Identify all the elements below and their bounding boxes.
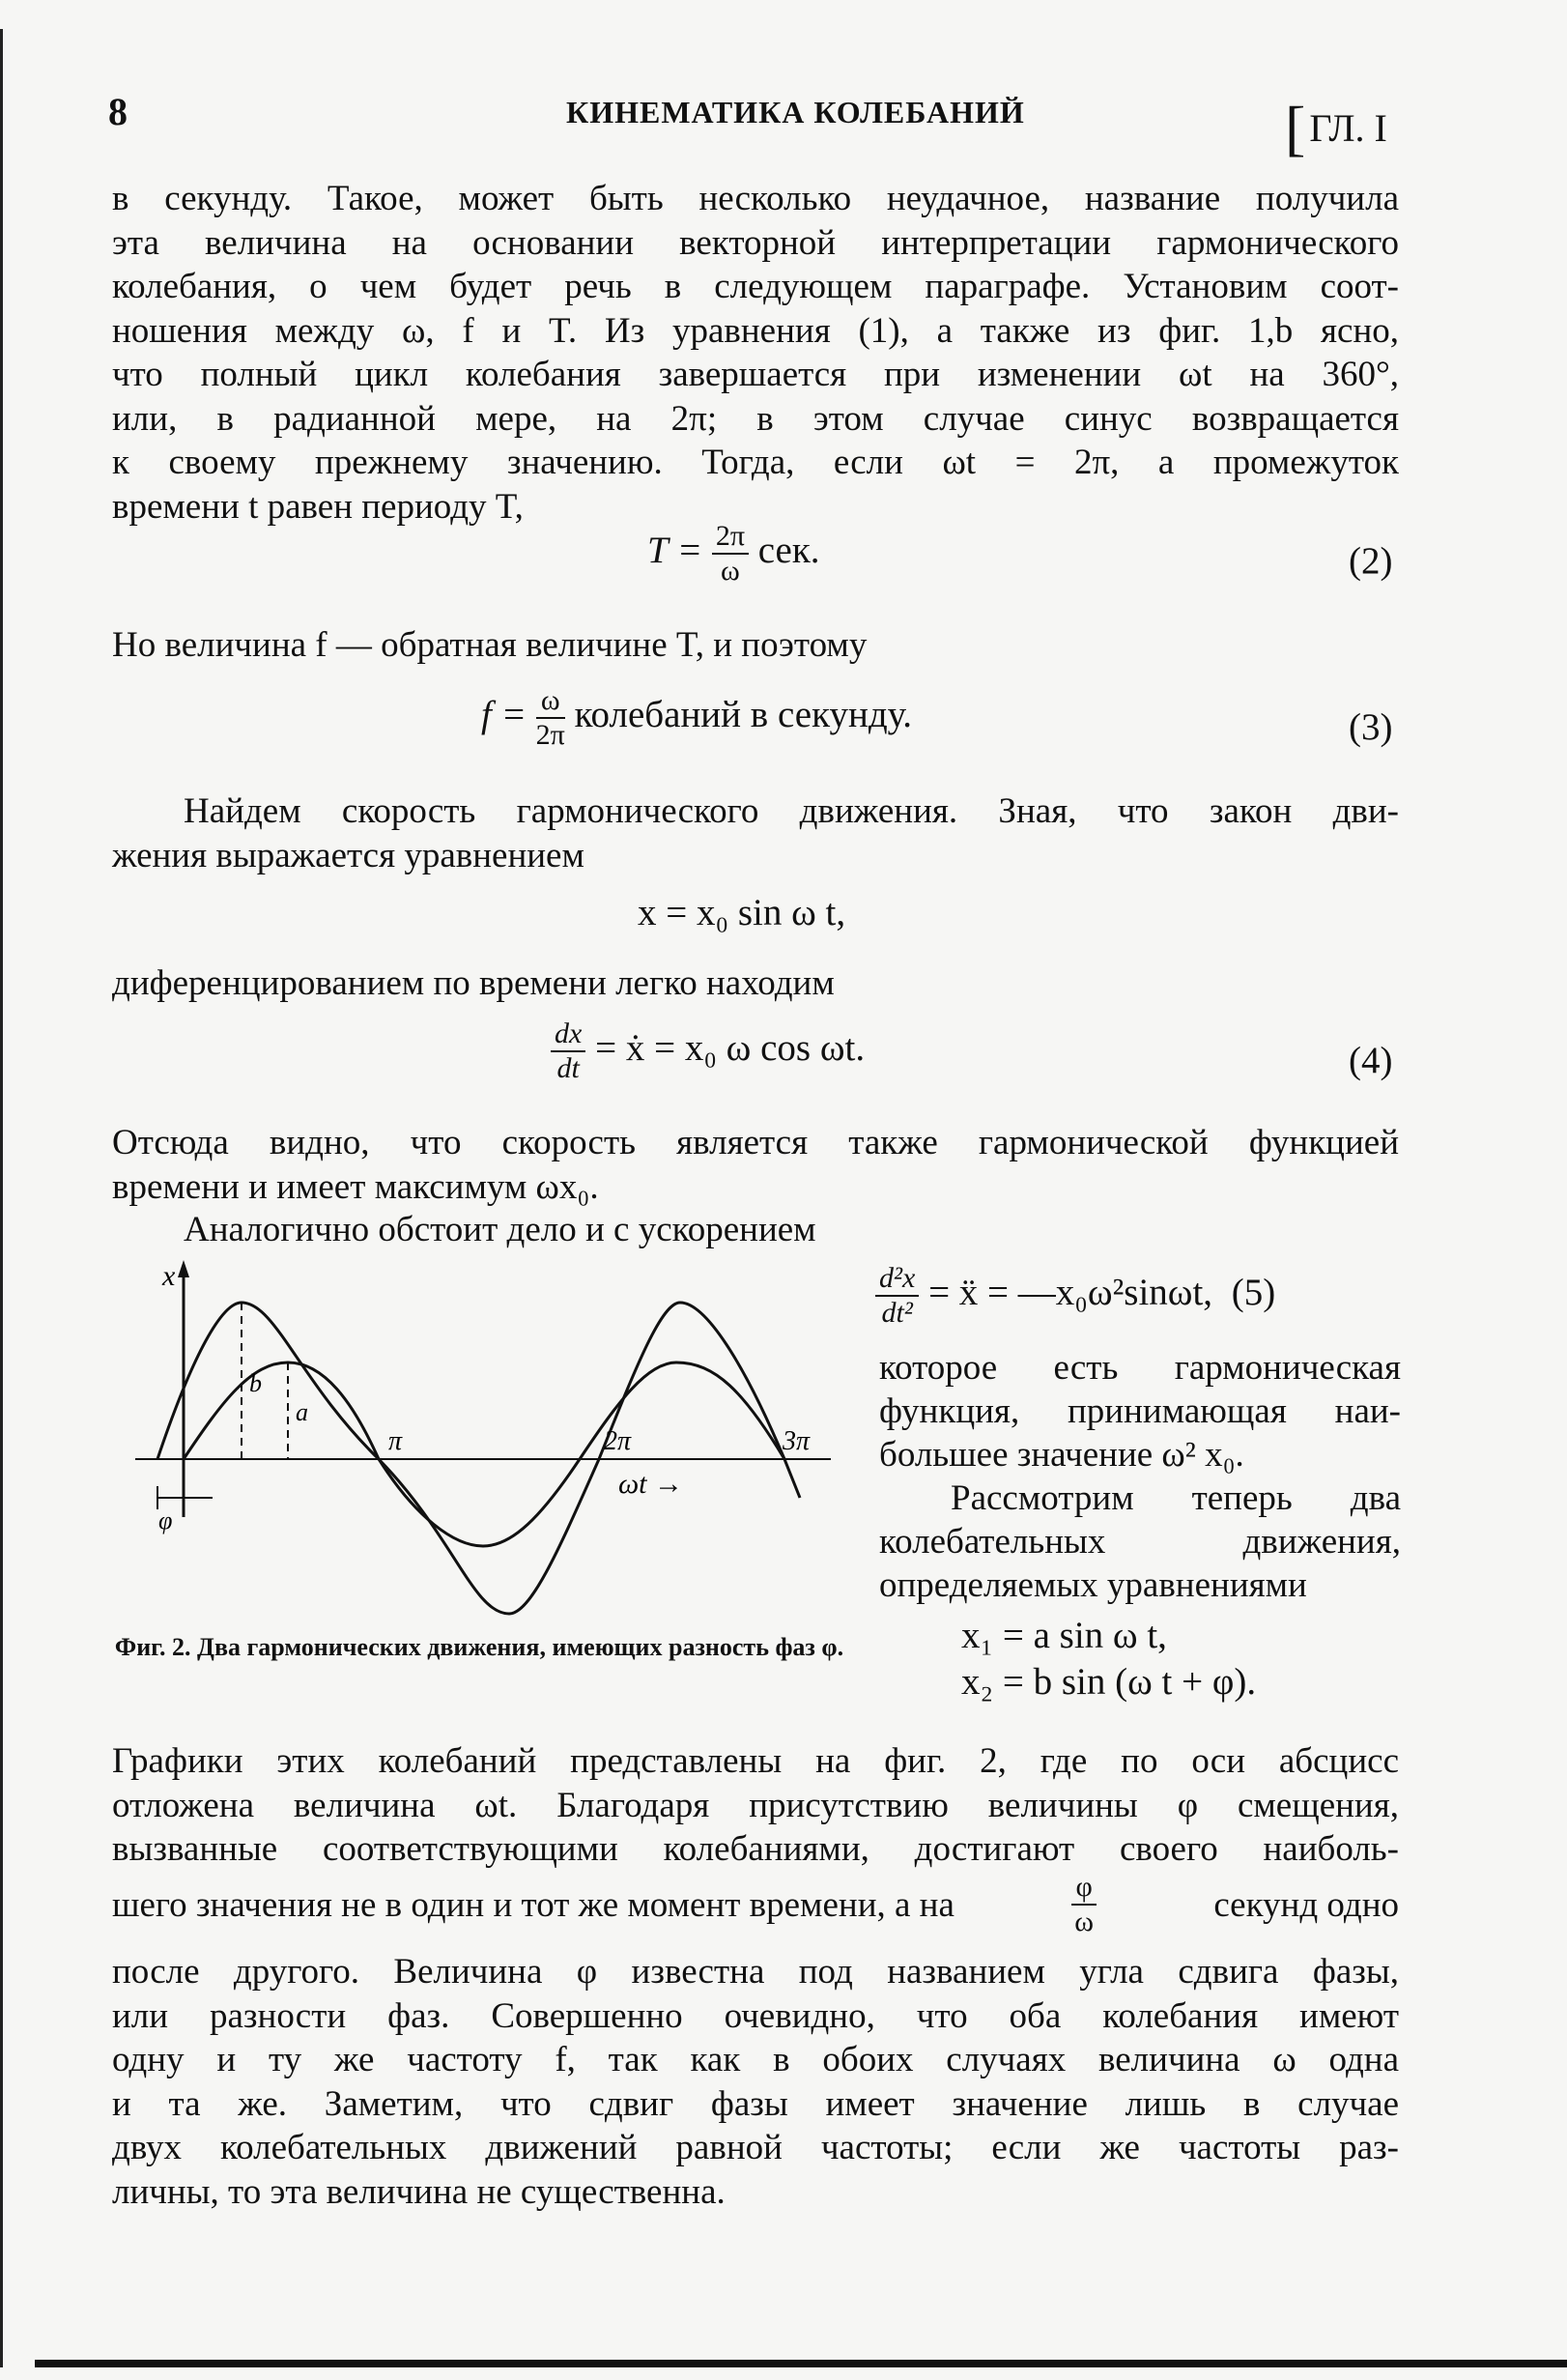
text-line: к своему прежнему значению. Тогда, если ωt = 2π, а промежуток — [112, 443, 1399, 482]
label-pi: π — [388, 1426, 403, 1456]
equation-number-3: (3) — [1349, 706, 1393, 748]
paragraph-6 — [112, 1208, 1399, 1252]
label-2pi: 2π — [604, 1426, 632, 1456]
text-line: Но величина f — обратная величине T, и поэтому — [112, 625, 868, 665]
text-line: диференцированием по времени легко находим — [112, 963, 835, 1003]
text-line: и та же. Заметим, что сдвиг фазы имеет значение лишь в случае — [112, 2083, 1399, 2124]
equation-x1: x₁ = a sin ω t, — [961, 1615, 1167, 1656]
text-line: или разности фаз. Совершенно очевидно, что оба колебания имеют — [112, 1995, 1399, 2036]
text-line: вызванные соответствующими колебаниями, достигают своего наиболь- — [112, 1829, 1399, 1869]
text-line: после другого. Величина φ известна под названием угла сдвига фазы, — [112, 1952, 1399, 1992]
equation-number-4: (4) — [1349, 1040, 1393, 1081]
equation-3: f = $\frac{\omega}{2\pi}$ колебаний в секунду. — [481, 684, 913, 751]
label-b: b — [249, 1369, 262, 1397]
page-number: 8 — [108, 90, 128, 133]
running-title: КИНЕМАТИКА КОЛЕБАНИЙ — [566, 95, 1025, 129]
text-line: Отсюда видно, что скорость является также гармонической функцией — [112, 1123, 1399, 1162]
text-line: отложена величина ωt. Благодаря присутствию величины φ смещения, — [112, 1785, 1399, 1825]
text-line: Найдем скорость гармонического движения. Зная, что закон дви- — [184, 791, 1399, 831]
text-line: определяемых уравнениями — [879, 1565, 1307, 1605]
text-line: времени t равен периоду T, — [112, 486, 524, 527]
text-line: колебательных движения, — [879, 1522, 1401, 1562]
equation-4: $\frac{dx}{dt}$ = ẋ = x₀ ω cos ωt. — [551, 1019, 865, 1083]
paragraph-1 — [112, 177, 1399, 529]
text-line: или, в радианной мере, на 2π; в этом случае синус возвращается — [112, 398, 1399, 439]
text-line: в секунду. Такое, может быть несколько неудачное, название получила — [112, 179, 1399, 218]
text-line: колебания, о чем будет речь в следующем параграфе. Установим соот- — [112, 267, 1399, 306]
text-line: жения выражается уравнением — [112, 835, 584, 875]
figure-caption: Фиг. 2. Два гармонических движения, имеющих разность фаз φ. — [114, 1633, 844, 1661]
text-line: ношения между ω, f и T. Из уравнения (1), а также из фиг. 1,b ясно, — [112, 310, 1399, 351]
label-3pi: 3π — [783, 1426, 811, 1456]
paragraph-7 — [112, 1739, 1399, 1872]
paragraph-7-continued — [112, 1950, 1399, 2214]
paragraph-2 — [112, 623, 1399, 668]
paragraph-7-line-4: шего значения не в один и тот же момент времени, а на $\frac{\varphi}{\omega}$ секунд одно — [112, 1871, 1399, 1937]
text-line: двух колебательных движений равной частоты; если же частоты раз- — [112, 2128, 1399, 2167]
text-line: одну и ту же частоту f, так как в обоих случаях величина ω одна — [112, 2040, 1399, 2079]
y-axis-arrow — [178, 1260, 189, 1277]
text-line: времени и имеет максимум ωx₀. — [112, 1166, 599, 1207]
bottom-border-line — [35, 2360, 1567, 2367]
text-line: что полный цикл колебания завершается при изменении ωt на 360°, — [112, 355, 1399, 394]
text-line: функция, принимающая наи- — [879, 1391, 1401, 1431]
text-line: личны, то эта величина не существенна. — [112, 2171, 726, 2212]
label-phi: φ — [158, 1506, 173, 1534]
curve-a-lagging — [184, 1362, 784, 1546]
right-column-text-1 — [879, 1346, 1401, 1477]
paragraph-5 — [112, 1121, 1399, 1209]
text-line: Аналогично обстоит дело и с ускорением — [184, 1210, 816, 1249]
equation-number-2: (2) — [1349, 540, 1393, 582]
axis-x-label: x — [162, 1260, 176, 1292]
equation-x: x = x₀ sin ω t, — [638, 892, 846, 933]
equation-2: T = $\frac{2\pi}{\omega}$ сек. — [647, 520, 820, 587]
equation-number-5: (5) — [1231, 1271, 1276, 1313]
equation-5: $\frac{\text{d²x}}{\text{dt²}}$ = ẍ = —x₀ω²sinωt, (5) — [875, 1264, 1275, 1328]
scan-edge-line — [0, 29, 3, 2367]
text-line: Рассмотрим теперь два — [951, 1478, 1401, 1518]
label-omega-t: ωt → — [618, 1468, 684, 1500]
text-line: большее значение ω² x₀. — [879, 1435, 1244, 1475]
label-a: a — [296, 1398, 308, 1426]
paragraph-3 — [112, 789, 1399, 877]
text-segment: шего значения не в один и тот же момент времени, а на — [112, 1884, 954, 1925]
equation-x2: x₂ = b sin (ω t + φ). — [961, 1661, 1257, 1703]
text-line: эта величина на основании векторной интерпретации гармонического — [112, 222, 1399, 263]
paragraph-4 — [112, 961, 1399, 1006]
text-line: Графики этих колебаний представлены на фиг. 2, где по оси абсцисс — [112, 1741, 1399, 1781]
right-column-text-2 — [879, 1477, 1401, 1607]
chapter-label: [ ГЛ. I — [1285, 94, 1387, 162]
text-line: которое есть гармоническая — [879, 1348, 1401, 1388]
figure-2-sine-waves — [116, 1256, 850, 1623]
text-segment: секунд одно — [1213, 1884, 1399, 1925]
